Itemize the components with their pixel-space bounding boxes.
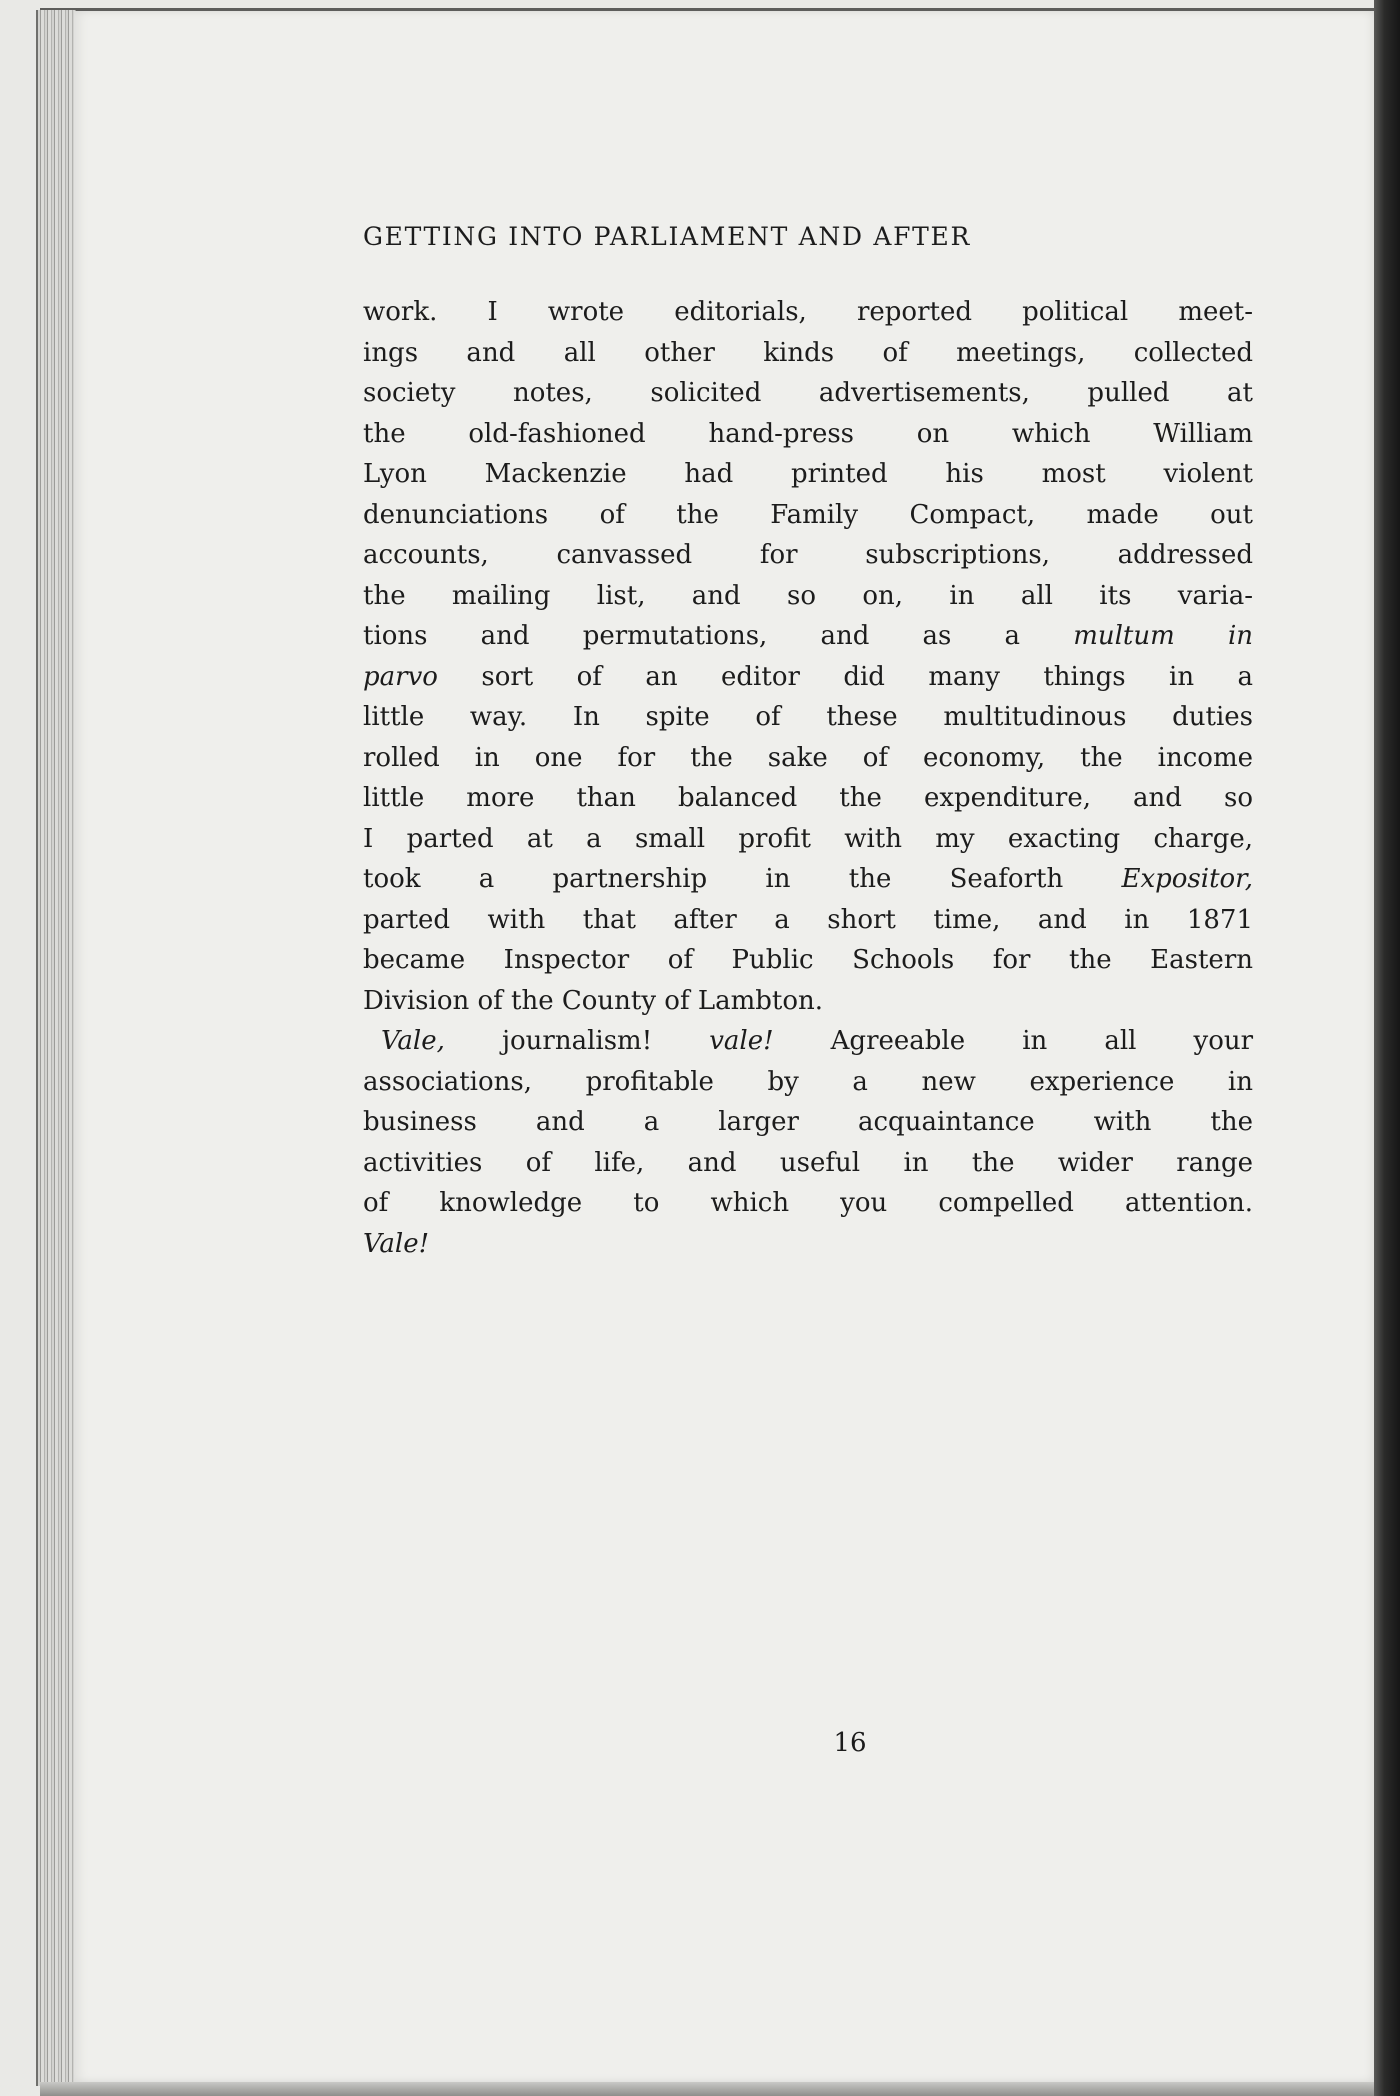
paragraph-1 <box>363 292 1253 1021</box>
text-line: little way. In spite of these multitudinous duties <box>363 702 1253 732</box>
text-run: journalism! <box>501 1026 653 1056</box>
text-line: parted with that after a short time, and in 1871 <box>363 904 1253 935</box>
text-run: sort of an editor did many things in a <box>481 661 1254 692</box>
body-text <box>363 292 1253 1264</box>
text-line: activities of life, and useful in the wider range <box>363 1147 1253 1178</box>
text-line <box>363 859 1253 900</box>
text-line: business and a larger acquaintance with the <box>363 1107 1253 1137</box>
page-edges-left <box>36 10 76 2086</box>
text-line: Lyon Mackenzie had printed his most violent <box>363 459 1253 489</box>
text-line: denunciations of the Family Compact, made out <box>363 499 1253 530</box>
page-number: 16 <box>833 1728 867 1758</box>
paragraph-2 <box>363 1021 1253 1264</box>
italic-phrase: multum in <box>1073 621 1254 651</box>
text-line: of knowledge to which you compelled attention. <box>363 1188 1253 1218</box>
text-line: I parted at a small profit with my exacting charge, <box>363 823 1253 854</box>
text-run: Agreeable in all your <box>830 1026 1254 1056</box>
text-line: ings and all other kinds of meetings, collected <box>363 337 1253 368</box>
italic-phrase: vale! <box>709 1026 774 1056</box>
text-line <box>363 1224 1253 1265</box>
text-line: the mailing list, and so on, in all its varia- <box>363 580 1253 611</box>
text-line <box>363 616 1253 657</box>
italic-phrase: parvo <box>363 661 438 692</box>
italic-title: Expositor, <box>1121 864 1254 894</box>
italic-phrase: Vale, <box>381 1026 445 1056</box>
binding-edge-right <box>1374 0 1400 2096</box>
text-run: took a partnership in the Seaforth <box>363 864 1064 894</box>
italic-phrase: Vale! <box>363 1228 430 1259</box>
text-line: little more than balanced the expenditure, and so <box>363 783 1253 813</box>
text-run: tions and permutations, and as a <box>363 621 1021 651</box>
text-line: accounts, canvassed for subscriptions, addressed <box>363 540 1253 570</box>
text-line: Division of the County of Lambton. <box>363 985 824 1016</box>
text-line: associations, profitable by a new experience in <box>363 1066 1253 1097</box>
text-line <box>363 1021 1253 1062</box>
text-line: the old-fashioned hand-press on which William <box>363 418 1253 449</box>
text-line: work. I wrote editorials, reported political meet- <box>363 297 1253 327</box>
text-line: rolled in one for the sake of economy, the income <box>363 742 1253 773</box>
running-head: GETTING INTO PARLIAMENT AND AFTER <box>363 222 972 251</box>
text-line: society notes, solicited advertisements, pulled at <box>363 378 1253 408</box>
text-line: became Inspector of Public Schools for the Eastern <box>363 945 1253 975</box>
bottom-edge-shadow <box>40 2082 1374 2096</box>
text-line <box>363 657 1253 698</box>
